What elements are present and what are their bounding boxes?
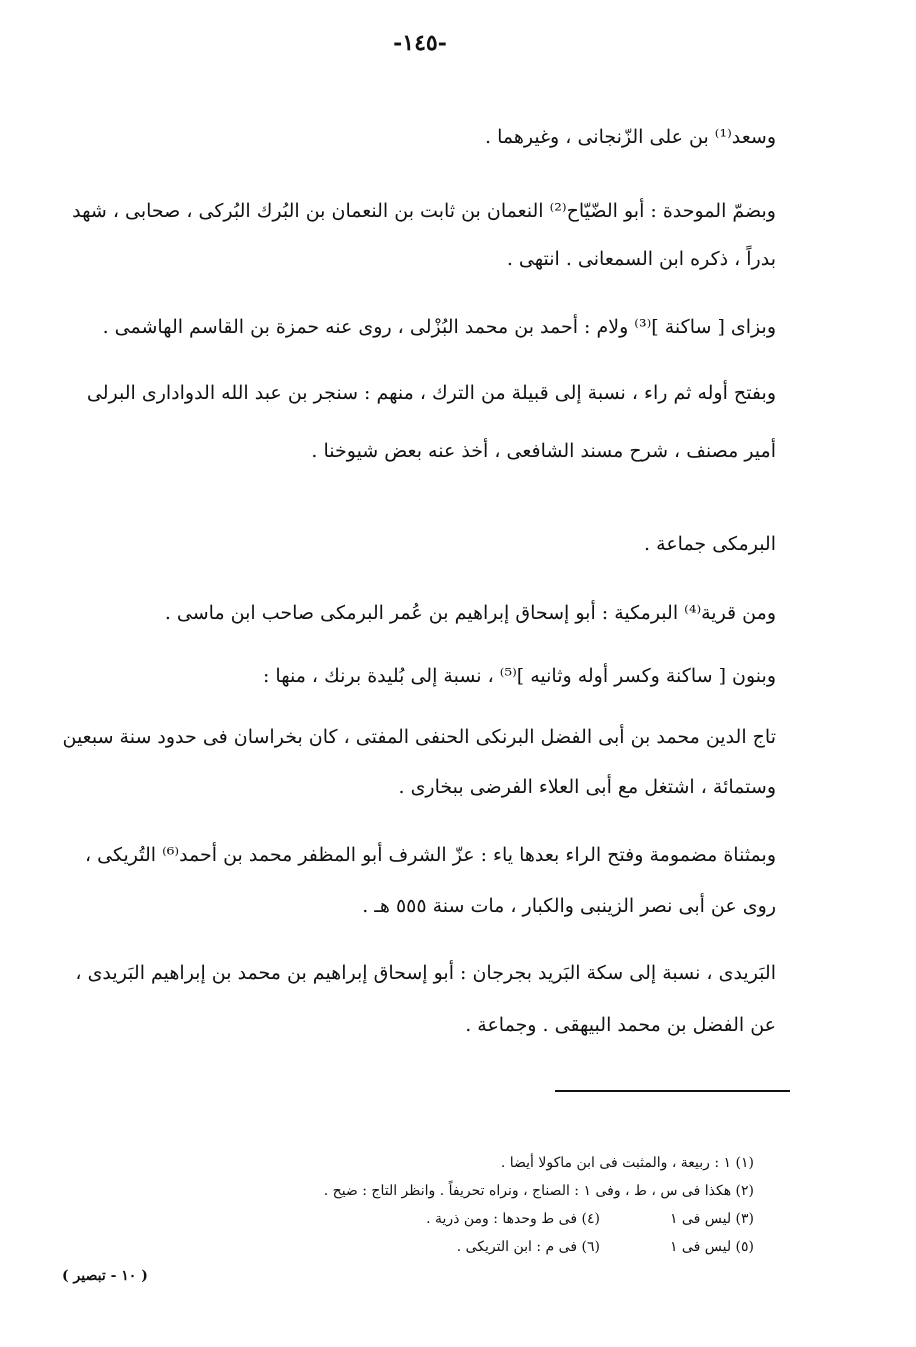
body-line-8: ومن قرية⁽⁴⁾ البرمكية : أبو إسحاق إبراهيم بن عُمر البرمكى صاحب ابن ماسى . [164,602,776,624]
body-line-3: بدراً ، ذكره ابن السمعانى . انتهى . [506,248,776,270]
body-line-6: أمير مصنف ، شرح مسند الشافعى ، أخذ عنه بعض شيوخنا . [311,440,776,462]
body-line-2: وبضمّ الموحدة : أبو الضّيّاح⁽²⁾ النعمان بن ثابت بن النعمان بن البُرك البُركى ، صحابى ، شهد [72,200,776,222]
body-line-13: روى عن أبى نصر الزينبى والكبار ، مات سنة ٥٥٥ هـ . [362,895,776,917]
body-line-1: وسعد⁽¹⁾ بن على الزّنجانى ، وغيرهما . [485,126,776,148]
footnote-3: (٣) ليس فى ١ [669,1211,754,1227]
body-line-12: وبمثناة مضمومة وفتح الراء بعدها ياء : عزّ الشرف أبو المظفر محمد بن أحمد⁽⁶⁾ التُريكى ، [85,844,776,866]
body-line-5: وبفتح أوله ثم راء ، نسبة إلى قبيلة من الترك ، منهم : سنجر بن عبد الله الدوادارى البرلى [86,382,776,404]
body-line-11: وستمائة ، اشتغل مع أبى العلاء الفرضى ببخارى . [398,776,776,798]
footnote-row-3 [426,1208,754,1230]
body-line-9: وبنون [ ساكنة وكسر أوله وثانيه ]⁽⁵⁾ ، نسبة إلى بُليدة برنك ، منها : [262,665,776,687]
footnote-row-4 [457,1236,754,1258]
body-line-14: البَريدى ، نسبة إلى سكة البَريد بجرجان : أبو إسحاق إبراهيم بن محمد بن إبراهيم البَريدى ، [75,962,776,984]
body-line-7: البرمكى جماعة . [644,533,776,555]
footnote-divider [555,1090,790,1092]
footnote-2: (٢) هكذا فى س ، ط ، وفى ١ : الصناج ، ونراه تحريفاً . وانظر التاج : ضيح . [323,1183,754,1199]
body-line-10: تاج الدين محمد بن أبى الفضل البرنكى الحنفى المفتى ، كان بخراسان فى حدود سنة سبعين [62,726,776,748]
body-line-15: عن الفضل بن محمد البيهقى . وجماعة . [465,1014,776,1036]
footnote-5: (٥) ليس فى ١ [669,1239,754,1255]
signature-mark: ( ١٠ - تبصير ) [62,1268,148,1284]
page-number: -١٤٥- [393,30,447,56]
footnote-1: (١) ١ : ربيعة ، والمثبت فى ابن ماكولا أيضا . [500,1155,754,1171]
body-line-4: وبزاى [ ساكنة ]⁽³⁾ ولام : أحمد بن محمد البُزْلى ، روى عنه حمزة بن القاسم الهاشمى . [102,316,776,338]
footnote-6: (٦) فى م : ابن التريكى . [456,1239,600,1255]
footnote-4: (٤) فى ط وحدها : ومن ذرية . [426,1211,600,1227]
